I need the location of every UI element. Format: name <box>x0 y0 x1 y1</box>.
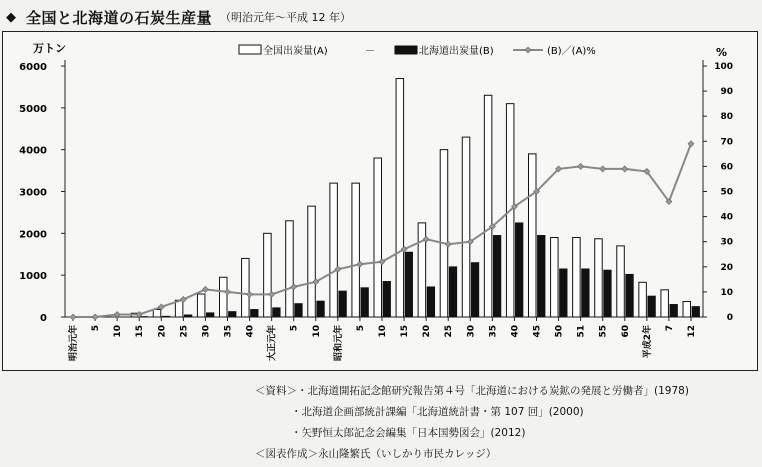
page-subtitle: （明治元年～平成 12 年） <box>220 11 352 24</box>
bar-national <box>661 290 669 317</box>
bar-hokkaido <box>361 288 369 317</box>
ratio-point <box>578 163 584 169</box>
bar-hokkaido <box>449 267 457 317</box>
bar-national <box>551 238 559 317</box>
right-tick-label: 80 <box>720 112 733 123</box>
legend-label-national: 全国出炭量(A) <box>263 46 328 57</box>
bar-national <box>153 309 161 317</box>
x-tick-label: 25 <box>444 325 455 338</box>
x-tick-label: 7 <box>664 325 675 332</box>
ratio-point <box>600 166 606 172</box>
source-row-1 <box>255 383 689 398</box>
x-tick-label: 60 <box>620 325 631 338</box>
x-tick-label: 40 <box>510 325 521 338</box>
bar-hokkaido <box>670 304 678 317</box>
legend-swatch-hokkaido <box>395 46 417 54</box>
bar-hokkaido <box>383 281 391 317</box>
x-tick-label: 平成2年 <box>642 325 653 359</box>
right-tick-label: 30 <box>720 237 733 248</box>
bar-hokkaido <box>560 269 568 317</box>
x-tick-label: 50 <box>554 325 565 338</box>
ratio-point <box>202 286 208 292</box>
bar-hokkaido <box>427 287 435 317</box>
left-tick-label: 6000 <box>19 62 47 73</box>
x-tick-label: 10 <box>378 325 388 338</box>
left-tick-label: 1000 <box>19 271 47 283</box>
ratio-point <box>92 314 98 320</box>
x-tick-label: 5 <box>91 325 102 332</box>
x-tick-label: 10 <box>113 325 124 338</box>
left-tick-label: 2000 <box>19 229 47 241</box>
source-row-3 <box>291 425 525 440</box>
left-axis-unit: 万トン <box>33 42 66 55</box>
bar-hokkaido <box>295 304 303 317</box>
x-tick-label: 昭和元年 <box>333 325 344 362</box>
bar-national <box>374 158 382 317</box>
x-tick-label: 明治元年 <box>69 325 79 362</box>
source-item: ・北海道企画部統計課編「北海道統計書・第 107 回」(2000) <box>291 406 584 418</box>
bar-hokkaido <box>184 315 192 317</box>
legend-marker-ratio <box>525 47 531 53</box>
legend-separator: － <box>365 46 375 57</box>
bar-hokkaido <box>692 307 700 317</box>
chart-frame <box>2 31 758 371</box>
author-row <box>255 446 496 461</box>
legend-swatch-national <box>239 45 261 54</box>
bar-hokkaido <box>582 269 590 317</box>
bar-hokkaido <box>251 309 258 317</box>
bar-hokkaido <box>538 235 546 317</box>
bar-national <box>639 282 647 317</box>
bar-hokkaido <box>626 274 634 317</box>
bar-national <box>220 277 228 317</box>
bar-national <box>396 79 404 317</box>
diamond-icon: ◆ <box>6 9 16 25</box>
legend-label-hokkaido: 北海道出炭量(B) <box>419 46 494 57</box>
bar-national <box>242 258 250 317</box>
left-tick-label: 4000 <box>19 145 47 157</box>
bar-national <box>264 233 272 317</box>
right-tick-label: 10 <box>720 287 733 298</box>
x-tick-label: 55 <box>598 325 609 338</box>
right-tick-label: 60 <box>720 162 733 173</box>
x-tick-label: 5 <box>355 325 366 332</box>
x-tick-label: 30 <box>466 325 477 338</box>
bar-national <box>308 206 316 317</box>
ratio-point <box>688 141 694 147</box>
x-tick-label: 20 <box>157 325 168 338</box>
legend-label-ratio: (B)／(A)% <box>547 46 596 57</box>
right-tick-label: 90 <box>720 87 733 98</box>
x-tick-label: 15 <box>135 325 146 338</box>
x-tick-label: 25 <box>179 325 190 338</box>
coal-production-chart <box>3 32 757 370</box>
right-axis-unit: % <box>716 46 728 59</box>
bar-hokkaido <box>604 270 612 317</box>
bar-national <box>617 246 625 317</box>
bar-hokkaido <box>515 223 523 317</box>
bar-national <box>529 154 537 317</box>
right-tick-label: 20 <box>720 262 733 273</box>
x-tick-label: 40 <box>245 325 256 338</box>
x-tick-label: 51 <box>576 325 587 338</box>
right-tick-label: 50 <box>720 187 733 198</box>
ratio-point <box>622 166 628 172</box>
source-row-2 <box>291 404 584 419</box>
bar-hokkaido <box>229 312 237 317</box>
bar-hokkaido <box>339 291 347 317</box>
x-tick-label: 5 <box>289 325 300 332</box>
x-tick-label: 45 <box>532 325 543 338</box>
bar-hokkaido <box>317 301 325 317</box>
bar-hokkaido <box>206 313 214 317</box>
chart-header <box>6 6 351 28</box>
bar-hokkaido <box>162 316 170 317</box>
bar-national <box>352 183 360 317</box>
bar-national <box>330 183 338 317</box>
ratio-point <box>70 314 76 320</box>
source-item: ・北海道開拓記念館研究報告第４号「北海道における炭鉱の発展と労働者」(1978) <box>297 385 689 397</box>
left-tick-label: 5000 <box>19 103 47 115</box>
bar-national <box>197 294 205 317</box>
x-tick-label: 10 <box>311 325 322 338</box>
bar-national <box>484 95 492 317</box>
x-tick-label: 12 <box>687 325 697 338</box>
left-tick-label: 3000 <box>19 187 47 199</box>
bar-national <box>573 238 581 317</box>
bar-national <box>595 239 603 317</box>
x-tick-label: 30 <box>201 325 212 338</box>
sources-label: ＜資料＞ <box>255 385 297 397</box>
bar-national <box>440 150 448 317</box>
bar-national <box>286 221 294 317</box>
right-tick-label: 40 <box>720 212 733 223</box>
bar-national <box>462 137 470 317</box>
bar-national <box>418 223 426 317</box>
x-tick-label: 35 <box>223 325 234 338</box>
x-tick-label: 35 <box>488 325 499 338</box>
left-tick-label: 0 <box>40 313 47 324</box>
bar-hokkaido <box>273 308 281 317</box>
page-title: 全国と北海道の石炭生産量 <box>26 8 213 27</box>
x-tick-label: 大正元年 <box>267 325 278 362</box>
right-tick-label: 70 <box>720 137 733 148</box>
right-tick-label: 0 <box>726 313 733 323</box>
right-tick-label: 100 <box>714 62 733 72</box>
bar-hokkaido <box>648 296 656 317</box>
bar-hokkaido <box>493 235 501 317</box>
source-item: ・矢野恒太郎記念会編集「日本国勢図会」(2012) <box>291 427 526 439</box>
x-tick-label: 15 <box>400 325 411 338</box>
bar-hokkaido <box>471 263 479 317</box>
author-name: 永山隆繁氏（いしかり市民カレッジ） <box>318 448 497 460</box>
x-tick-label: 20 <box>422 325 433 338</box>
bar-hokkaido <box>405 252 413 317</box>
author-label: ＜図表作成＞ <box>255 448 318 460</box>
bar-national <box>683 302 691 317</box>
